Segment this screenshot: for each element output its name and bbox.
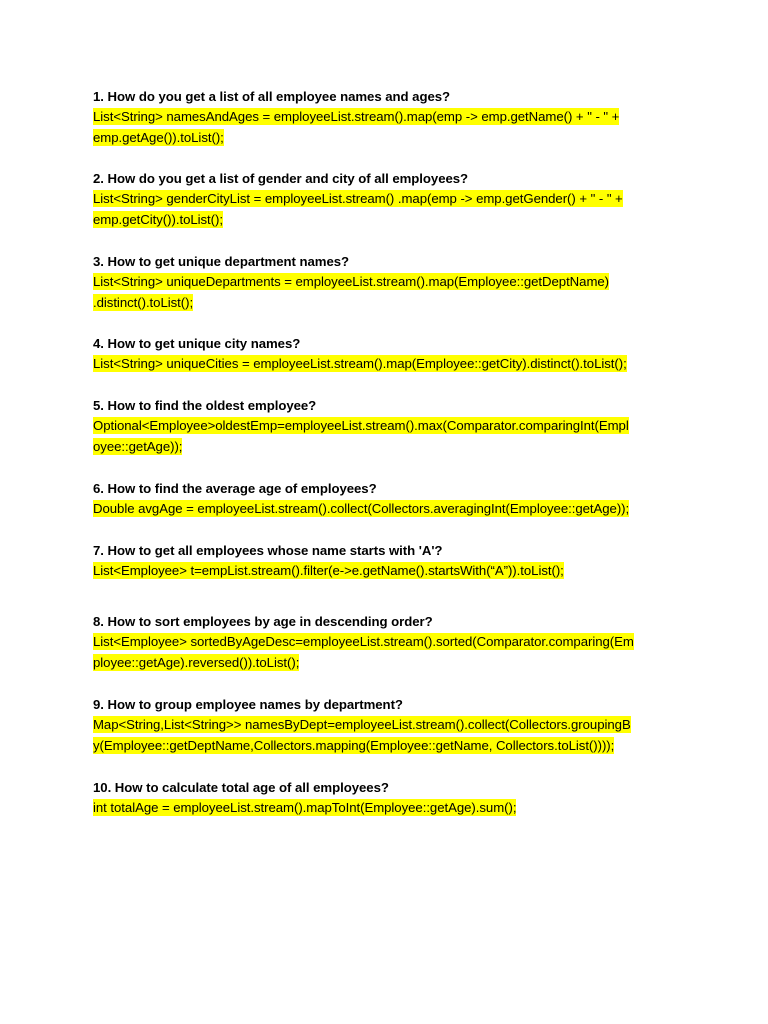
answer-1-line-1: List<String> namesAndAges = employeeList.stream().map(emp -> emp.getName() + " - " + <box>93 109 620 124</box>
answer-5-line-2: oyee::getAge)); <box>93 438 183 454</box>
question-1: 1. How do you get a list of all employee names and ages? <box>93 89 451 104</box>
qa-item-1 <box>93 87 683 149</box>
answer-6 <box>93 499 683 520</box>
question-5: 5. How to find the oldest employee? <box>93 398 317 413</box>
question-2: 2. How do you get a list of gender and city of all employees? <box>93 171 469 186</box>
answer-4 <box>93 354 683 375</box>
qa-item-3 <box>93 252 683 314</box>
answer-7 <box>93 561 683 582</box>
answer-9 <box>93 715 683 757</box>
question-4: 4. How to get unique city names? <box>93 336 301 351</box>
qa-item-6 <box>93 479 683 520</box>
qa-item-8 <box>93 612 683 674</box>
qa-item-5 <box>93 396 683 458</box>
question-10: 10. How to calculate total age of all employees? <box>93 780 389 795</box>
question-8: 8. How to sort employees by age in descending order? <box>93 614 433 629</box>
answer-7-line-1: List<Employee> t=empList.stream().filter(e->e.getName().startsWith(“A”)).toList(); <box>93 563 564 578</box>
question-9: 9. How to group employee names by department? <box>93 697 403 712</box>
answer-6-line-1: Double avgAge = employeeList.stream().collect(Collectors.averagingInt(Employee::getAge)); <box>93 501 630 516</box>
answer-8 <box>93 632 683 674</box>
qa-item-4 <box>93 334 683 375</box>
answer-9-line-1: Map<String,List<String>> namesByDept=employeeList.stream().collect(Collectors.groupingB <box>93 717 631 732</box>
answer-5 <box>93 416 683 458</box>
answer-3 <box>93 272 683 314</box>
answer-3-line-1: List<String> uniqueDepartments = employeeList.stream().map(Employee::getDeptName) <box>93 274 610 289</box>
answer-10 <box>93 798 683 819</box>
answer-4-line-1: List<String> uniqueCities = employeeList.stream().map(Employee::getCity).distinct().toList(); <box>93 356 627 371</box>
answer-1-line-2: emp.getAge()).toList(); <box>93 129 224 145</box>
answer-3-line-2: .distinct().toList(); <box>93 294 194 310</box>
qa-item-10 <box>93 778 683 819</box>
answer-8-line-1: List<Employee> sortedByAgeDesc=employeeList.stream().sorted(Comparator.comparing(Em <box>93 634 634 649</box>
question-6: 6. How to find the average age of employees? <box>93 481 377 496</box>
answer-2-line-2: emp.getCity()).toList(); <box>93 211 223 227</box>
qa-item-2 <box>93 169 683 231</box>
question-7: 7. How to get all employees whose name starts with 'A'? <box>93 543 443 558</box>
answer-2-line-1: List<String> genderCityList = employeeList.stream() .map(emp -> emp.getGender() + " - " + <box>93 191 623 206</box>
answer-10-line-1: int totalAge = employeeList.stream().mapToInt(Employee::getAge).sum(); <box>93 800 517 815</box>
answer-5-line-1: Optional<Employee>oldestEmp=employeeList.stream().max(Comparator.comparingInt(Empl <box>93 418 629 433</box>
qa-item-9 <box>93 695 683 757</box>
answer-8-line-2: ployee::getAge).reversed()).toList(); <box>93 654 300 670</box>
question-3: 3. How to get unique department names? <box>93 254 350 269</box>
answer-2 <box>93 189 683 231</box>
qa-item-7 <box>93 541 683 582</box>
answer-1 <box>93 107 683 149</box>
answer-9-line-2: y(Employee::getDeptName,Collectors.mapping(Employee::getName, Collectors.toList()))); <box>93 737 615 753</box>
